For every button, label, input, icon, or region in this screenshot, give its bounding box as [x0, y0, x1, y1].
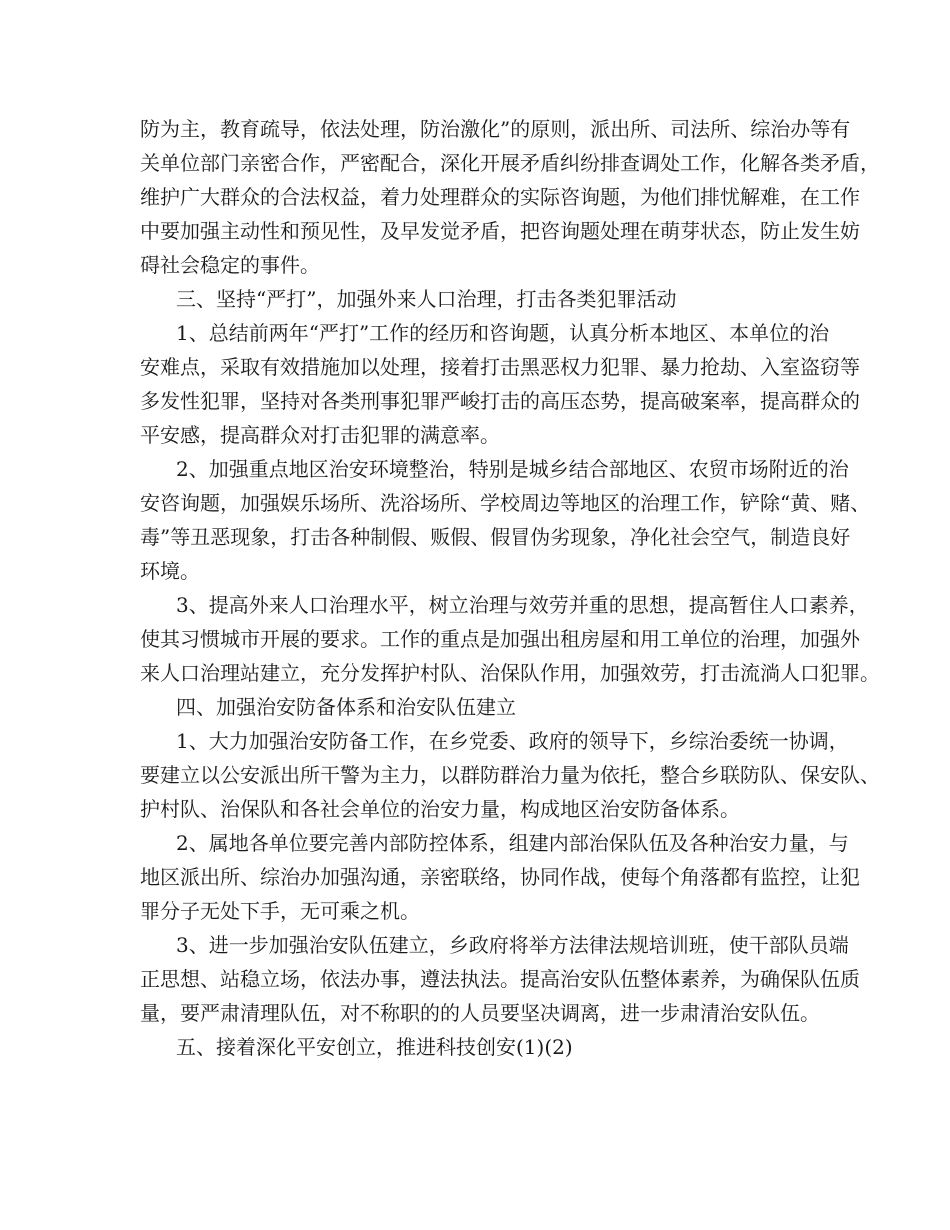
paragraph-line: 安咨询题，加强娱乐场所、洗浴场所、学校周边等地区的治理工作，铲除“黄、赌、	[140, 491, 871, 515]
paragraph-line: 要建立以公安派出所干警为主力，以群防群治力量为依托，整合乡联防队、保安队、	[140, 763, 880, 787]
paragraph-line: 多发性犯罪，坚持对各类刑事犯罪严峻打击的高压态势，提高破案率，提高群众的	[140, 389, 860, 413]
paragraph-line: 量，要严肃清理队伍，对不称职的的人员要坚决调离，进一步肃清治安队伍。	[140, 1001, 820, 1025]
paragraph-line: 平安感，提高群众对打击犯罪的满意率。	[140, 423, 500, 447]
paragraph-line: 护村队、治保队和各社会单位的治安力量，构成地区治安防备体系。	[140, 797, 740, 821]
paragraph-line: 使其习惯城市开展的要求。工作的重点是加强出租房屋和用工单位的治理，加强外	[140, 627, 860, 651]
paragraph-first-line: 三、坚持“严打”，加强外来人口治理，打击各类犯罪活动	[176, 287, 677, 311]
paragraph-first-line: 四、加强治安防备体系和治安队伍建立	[176, 695, 516, 719]
paragraph-line: 毒”等丑恶现象，打击各种制假、贩假、假冒伪劣现象，净化社会空气，制造良好	[140, 525, 851, 549]
paragraph-first-line: 1、总结前两年“严打”工作的经历和咨询题，认真分析本地区、本单位的治	[176, 321, 830, 345]
paragraph-first-line: 1、大力加强治安防备工作，在乡党委、政府的领导下，乡综治委统一协调，	[176, 729, 849, 753]
paragraph-first-line: 3、进一步加强治安队伍建立，乡政府将举方法律法规培训班，使干部队员端	[176, 933, 849, 957]
paragraph-first-line: 2、属地各单位要完善内部防控体系，组建内部治保队伍及各种治安力量，与	[176, 831, 849, 855]
paragraph-line: 维护广大群众的合法权益，着力处理群众的实际咨询题，为他们排忧解难，在工作	[140, 185, 860, 209]
paragraph-line: 碍社会稳定的事件。	[140, 253, 320, 277]
paragraph-line: 关单位部门亲密合作，严密配合，深化开展矛盾纠纷排查调处工作，化解各类矛盾，	[140, 151, 880, 175]
paragraph-line: 防为主，教育疏导，依法处理，防治激化”的原则，派出所、司法所、综治办等有	[140, 117, 851, 141]
paragraph-first-line: 五、接着深化平安创立，推进科技创安(1)(2)	[176, 1035, 573, 1059]
paragraph-line: 地区派出所、综治办加强沟通，亲密联络，协同作战，使每个角落都有监控，让犯	[140, 865, 860, 889]
document-page	[140, 112, 880, 1064]
paragraph-line: 安难点，采取有效措施加以处理，接着打击黑恶权力犯罪、暴力抢劫、入室盗窃等	[140, 355, 860, 379]
paragraph-line: 中要加强主动性和预见性，及早发觉矛盾，把咨询题处理在萌芽状态，防止发生妨	[140, 219, 860, 243]
paragraph-first-line: 3、提高外来人口治理水平，树立治理与效劳并重的思想，提高暂住人口素养，	[176, 593, 869, 617]
paragraph-line: 正思想、站稳立场，依法办事，遵法执法。提高治安队伍整体素养，为确保队伍质	[140, 967, 860, 991]
paragraph-line: 来人口治理站建立，充分发挥护村队、治保队作用，加强效劳，打击流淌人口犯罪。	[140, 661, 880, 685]
paragraph-line: 罪分子无处下手，无可乘之机。	[140, 899, 420, 923]
paragraph-line: 环境。	[140, 559, 200, 583]
paragraph-first-line: 2、加强重点地区治安环境整治，特别是城乡结合部地区、农贸市场附近的治	[176, 457, 849, 481]
